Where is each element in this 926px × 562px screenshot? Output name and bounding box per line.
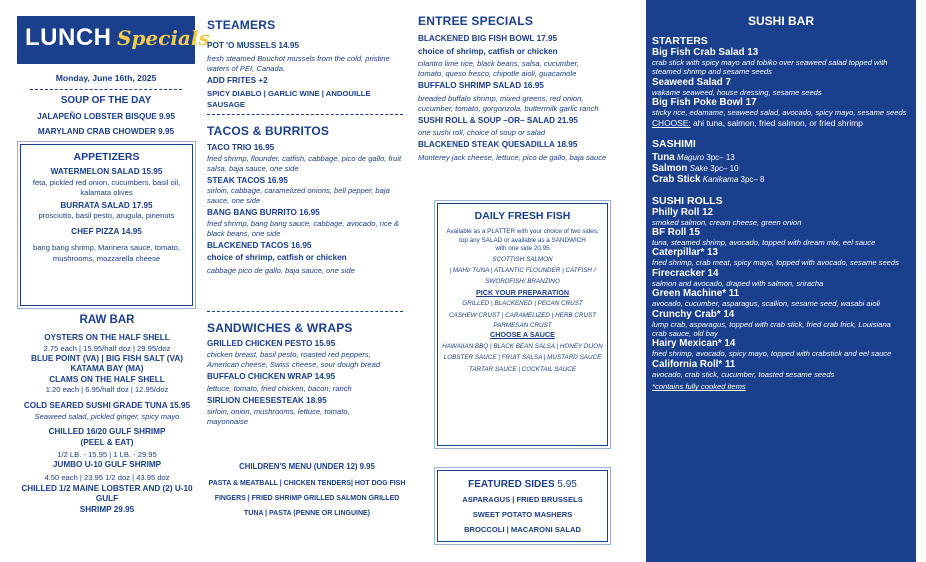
sushi-choose-label: CHOOSE:	[652, 117, 691, 128]
taco-name: TACO TRIO 16.95	[207, 143, 275, 152]
kids-title: CHILDREN'S MENU (UNDER 12) 9.95	[239, 462, 375, 471]
kids-line: FINGERS | FRIED SHRIMP GRILLED SALMON GRILLED	[214, 494, 400, 502]
raw-bar-line: CLAMS ON THE HALF SHELL	[49, 374, 165, 384]
soup-title: SOUP OF THE DAY	[60, 95, 152, 106]
sashimi-japanese: Maguro	[674, 152, 705, 162]
entree-desc: breaded buffalo shrimp, mixed greens, red onion, cucumber, tomato, gorgonzola, buttermilk garlic ranch	[418, 93, 599, 113]
entree-name: BLACKENED STEAK QUESADILLA 18.95	[418, 140, 578, 150]
entree-name: BLACKENED BIG FISH BOWL 17.95	[418, 34, 558, 43]
taco-desc: fried shrimp, bang bang sauce, cabbage, avocado, rice & black beans, one side	[207, 218, 400, 238]
soup-section	[17, 95, 195, 137]
sushi-item-desc: sticky rice, edamame, seaweed salad, avocado, spicy mayo, sesame seeds	[652, 108, 907, 118]
daily-fish-line: top any SALAD or available as a SANDWICH	[459, 236, 586, 244]
sides-line: ASPARAGUS | FRIED BRUSSELS	[462, 495, 583, 504]
entree-desc: Monterey jack cheese, lettuce, pico de gallo, baja sauce	[418, 152, 607, 162]
raw-bar-line: 1.20 each | 6.95/half doz | 12.95/doz	[45, 385, 169, 395]
sandwich-desc: lettuce, tomato, fried chicken, bacon, ranch	[207, 384, 352, 394]
divider	[207, 311, 403, 312]
taco-name: BLACKENED TACOS 16.95	[207, 240, 312, 250]
daily-fish-line: SWORDFISH/ BRANZINO	[485, 277, 560, 285]
sashimi-row	[652, 174, 910, 185]
soup-item: MARYLAND CRAB CHOWDER 9.95	[37, 126, 175, 136]
entrees-section	[418, 14, 638, 163]
raw-bar-line: COLD SEARED SUSHI GRADE TUNA 15.95	[23, 401, 191, 411]
steamer-name: POT 'O MUSSELS 14.95	[207, 41, 300, 50]
raw-bar-line: SHRIMP 29.95	[79, 504, 135, 514]
sashimi-price: 3pc– 13	[704, 152, 735, 162]
tacos-title: TACOS & BURRITOS	[207, 124, 330, 138]
sandwich-desc: sirloin, onion, mushrooms, lettuce, tomato, mayonnaise	[207, 406, 350, 426]
sashimi-price: 3pc– 10	[707, 163, 739, 173]
appetizers-title: APPETIZERS	[73, 151, 140, 163]
appetizers-box	[20, 144, 193, 306]
daily-fish-line: with one side 20.95	[495, 245, 550, 253]
logo-lunch-text: LUNCH	[25, 24, 112, 51]
raw-bar-line: CHILLED 16/20 GULF SHRIMP	[48, 426, 166, 436]
taco-name: STEAK TACOS 16.95	[207, 175, 288, 185]
sushi-roll-desc: smoked salmon, cream cheese, green onion	[652, 217, 802, 227]
sushi-roll-name: Firecracker 14	[652, 267, 719, 279]
divider	[30, 89, 182, 90]
sushi-roll-desc: avocado, cucumber, asparagus, scallion, sesame seed, wasabi aioli	[652, 299, 880, 309]
appetizer-desc: prosciutto, basil pesto, arugula, pinenuts	[38, 211, 175, 221]
sushi-roll-name: Caterpillar* 13	[652, 247, 718, 259]
daily-fish-line: PARMESAN CRUST	[493, 322, 552, 330]
daily-fish-line: CASHEW CRUST | CARAMELIZED | HERB CRUST	[448, 311, 597, 319]
raw-bar-line: BLUE POINT (VA) | BIG FISH SALT (VA)	[31, 353, 183, 363]
raw-bar-line: (PEEL & EAT)	[80, 437, 134, 447]
daily-fish-line: Available as a PLATTER with your choice of two sides,	[446, 228, 599, 235]
soup-item: JALAPEÑO LOBSTER BISQUE 9.95	[37, 112, 175, 121]
sashimi-name: Salmon	[652, 162, 688, 174]
steamer-add: ADD FRITES +2	[207, 75, 268, 85]
daily-fish-box	[437, 203, 608, 446]
sushi-roll-desc: fried shrimp, avocado, spicy mayo, topped with crabstick and eel sauce	[652, 349, 892, 359]
sushi-roll-desc: fried shrimp, crab meat, spicy mayo, topped with avocado, sesame seeds	[652, 258, 899, 268]
sashimi-title: SASHIMI	[652, 137, 696, 150]
raw-bar-line: Seaweed salad, pickled ginger, spicy mayo	[34, 411, 180, 421]
sashimi-japanese: Kanikama	[700, 174, 739, 184]
sandwiches-title: SANDWICHES & WRAPS	[207, 321, 353, 335]
lunch-specials-logo	[17, 16, 210, 64]
daily-fish-line: SCOTTISH SALMON	[492, 255, 553, 263]
kids-line: TUNA | PASTA (PENNE OR LINGUINE)	[243, 509, 370, 517]
taco-name: BANG BANG BURRITO 16.95	[207, 208, 320, 218]
raw-bar-line: KATAMA BAY (MA)	[70, 364, 144, 374]
entrees-title: ENTREE SPECIALS	[418, 14, 534, 28]
taco-desc: cabbage pico de gallo, baja sauce, one side	[207, 265, 355, 275]
sandwich-name: SIRLION CHEESESTEAK 18.95	[207, 396, 327, 406]
sandwich-name: BUFFALO CHICKEN WRAP 14.95	[207, 371, 336, 381]
sushi-item-desc: wakame seaweed, house dressing, sesame seeds	[652, 87, 822, 97]
daily-fish-line: LOBSTER SAUCE | FRUIT SALSA | MUSTARD SAUCE	[443, 354, 602, 362]
sushi-bar-title: SUSHI BAR	[747, 14, 814, 28]
steamer-desc: fresh steamed Bouchot mussels from the cold, pristine waters of PEI, Canada.	[207, 53, 390, 73]
raw-bar-line: JUMBO U-10 GULF SHRIMP	[52, 460, 162, 470]
raw-bar-line: 2.75 each | 15.95/half doz | 29.95/doz	[43, 343, 171, 353]
steamers-section	[207, 18, 407, 110]
raw-bar-line: CHILLED 1/2 MAINE LOBSTER AND (2) U-10 GULF	[21, 483, 193, 504]
entree-desc: one sushi roll, choice of soup or salad	[418, 128, 546, 138]
sushi-item-name: Big Fish Poke Bowl 17	[652, 97, 757, 109]
sushi-starters-title: STARTERS	[652, 35, 708, 47]
daily-fish-heading: CHOOSE A SAUCE	[490, 329, 555, 339]
sushi-roll-desc: salmon and avocado, draped with salmon, sriracha	[652, 278, 824, 288]
sushi-roll-name: Crunchy Crab* 14	[652, 308, 735, 320]
sushi-roll-name: Green Machine* 11	[652, 288, 740, 300]
sushi-roll-desc: tuna, steamed shrimp, avocado, topped with dream mix, eel sauce	[652, 238, 876, 248]
appetizer-desc: bang bang shrimp, Marinera sauce, tomato, mushrooms, mozzarella cheese	[33, 242, 180, 263]
sushi-roll-name: California Roll* 11	[652, 358, 736, 370]
kids-line: PASTA & MEATBALL | CHICKEN TENDERS| HOT DOG FISH	[208, 479, 406, 487]
sushi-item-name: Big Fish Crab Salad 13	[652, 47, 759, 58]
raw-bar-line: 1/2 LB. - 15.95 | 1 LB. - 29.95	[57, 450, 157, 460]
raw-bar-line: 4.50 each | 23.95 1/2 doz | 43.95 doz	[44, 472, 170, 482]
entree-desc: cilantro lime rice, black beans, salsa, cucumber, tomato, queso fresco, chipotle aioli, guacamole	[418, 59, 579, 79]
taco-desc: fried shrimp, flounder, catfish, cabbage, pico de gallo, fruit salsa, baja sauce, one side	[207, 153, 402, 173]
sides-price: 5.95	[557, 479, 577, 490]
appetizer-desc: feta, pickled red onion, cucumbers, basil oil, kalamata olives	[32, 177, 181, 197]
daily-fish-title: DAILY FRESH FISH	[474, 210, 571, 222]
steamer-sauces: SPICY DIABLO | GARLIC WINE | ANDOUILLE SAUSAGE	[207, 89, 371, 109]
daily-fish-line: | MAHI/ TUNA | ATLANTIC FLOUNDER | CATFISH /	[449, 267, 596, 275]
sushi-roll-desc: lump crab, asparagus, topped with crab stick, fried crab frick, Louisiana crab sauce, old bay	[652, 319, 891, 339]
sushi-item-desc: crab stick with spicy mayo and tobiko over seaweed salad topped with steamed shrimp and sesame seeds	[652, 58, 888, 77]
appetizer-name: BURRATA SALAD 17.95	[60, 200, 153, 210]
sushi-roll-name: Hairy Mexican* 14	[652, 338, 736, 350]
sides-title: FEATURED SIDES	[468, 479, 555, 490]
sides-line: SWEET POTATO MASHERS	[472, 510, 573, 519]
menu-date: Monday, June 16th, 2025	[55, 73, 157, 83]
sushi-roll-desc: avocado, crab stick, cucumber, toasted sesame seeds	[652, 369, 835, 379]
appetizer-name: WATERMELON SALAD 15.95	[50, 167, 163, 176]
logo-specials-text: Specials	[117, 26, 210, 50]
raw-bar-title: RAW BAR	[79, 314, 135, 326]
featured-sides-box	[437, 470, 608, 542]
daily-fish-line: GRILLED | BLACKENED | PECAN CRUST	[462, 300, 583, 308]
sashimi-name: Tuna	[652, 151, 675, 163]
sushi-bar-panel	[646, 0, 916, 562]
raw-bar-section	[12, 314, 202, 516]
sushi-item-name: Seaweed Salad 7	[652, 76, 731, 88]
sashimi-japanese: Sake	[687, 163, 708, 173]
sushi-roll-name: BF Roll 15	[652, 227, 700, 239]
sandwich-desc: chicken breast, basil pesto, roasted red peppers, American cheese, Swiss cheese, sour dough bread	[207, 349, 381, 369]
sashimi-name: Crab Stick	[652, 173, 701, 185]
sushi-footnote: *contains fully cooked items	[652, 382, 746, 392]
entree-name: BUFFALO SHRIMP SALAD 16.95	[418, 81, 544, 91]
divider	[207, 114, 403, 115]
sashimi-price: 3pc– 8	[738, 174, 765, 184]
raw-bar-line: OYSTERS ON THE HALF SHELL	[44, 333, 170, 342]
sushi-roll-name: Philly Roll 12	[652, 206, 713, 218]
sashimi-row	[652, 152, 910, 163]
sandwich-name: GRILLED CHICKEN PESTO 15.95	[207, 339, 336, 348]
steamers-title: STEAMERS	[207, 18, 276, 32]
daily-fish-heading: PICK YOUR PREPARATION	[475, 287, 570, 297]
sandwiches-section	[207, 321, 407, 427]
daily-fish-line: TARTAR SAUCE | COCKTAIL SAUCE	[468, 365, 577, 373]
sushi-choose-options: ahi tuna, salmon, fried salmon, or fried shrimp	[690, 117, 863, 128]
taco-desc: sirloin, cabbage, caramelized onions, bell pepper, baja sauce, one side	[207, 186, 390, 206]
entree-name: SUSHI ROLL & SOUP –OR– SALAD 21.95	[418, 115, 578, 125]
appetizer-name: CHEF PIZZA 14.95	[71, 227, 142, 237]
taco-sub: choice of shrimp, catfish or chicken	[207, 253, 347, 263]
entree-sub: choice of shrimp, catfish or chicken	[418, 46, 558, 56]
sashimi-row	[652, 163, 910, 174]
daily-fish-line: HAWAIIAN BBQ | BLACK BEAN SALSA | HONEY DIJON	[442, 342, 603, 350]
tacos-section	[207, 124, 407, 276]
kids-section	[207, 462, 407, 519]
sides-line: BROCCOLI | MACARONI SALAD	[464, 525, 581, 534]
sushi-rolls-title: SUSHI ROLLS	[652, 194, 723, 207]
